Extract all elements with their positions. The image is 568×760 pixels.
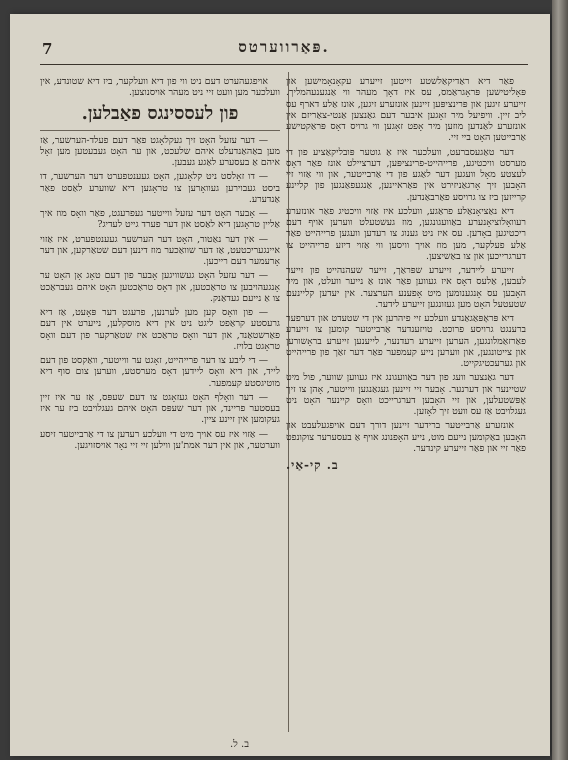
article-title: פון לעססינגס פאַבלען. <box>40 102 280 131</box>
paragraph: דער גאַנצער וועג פון דער באַוועגונג איז געווען שווער, פול מיט שטיינער און דערנער. אָבער זיי זיינען געגאַנגען ווייטער, אָהן צו זיך אָפּשטעלען, און זיי האָבען דערגרייכט וואָס קיינער האָט ניט געגלויבט אַז עס וועט זיך לאָזען. <box>286 372 526 417</box>
page-header <box>40 38 528 65</box>
paragraph: — דו זאָלסט ניט קלאָגען, האָט געענטפערט דער הערשער, דו ביסט געבוירען געוואָרען צו טראָגען דיא שווערע לאַסט פאַר אַנדערע. <box>40 171 280 205</box>
running-title: פּאַרווערטס. <box>238 38 330 56</box>
paragraph: — אָבער האָט דער עזעל ווייטער געפרעגט, פאַר וואָס מוז איך אַליין טראָגען דיא לאַסט און דער פערד גייט לעדיג? <box>40 208 280 231</box>
left-column <box>40 76 280 734</box>
paragraph: אונזערע אַרבייטער ברידער זיינען דורך דעם אויפגעלעבט און האָבען באַקומען נייעם מוט, נייע האָפנונג אויף אַ בעסערער צוקונפט פאַר זיי און פאַר זייערע קינדער. <box>286 420 526 454</box>
paragraph: דער טאַגעסברעט, וועלכער איז אַ גוטער פּובליקאַציע פון די מערסט וויכטיגע, פרייהייט-פרינציפּען, דערציילט אונז פאַר דאָס לעצטע מאָל וועגען דער לאַגע פון די אַרבייטער, און ווי אַזוי זיי האָבען זיך אָרגאַניזירט אין פאַראיינען, אַנגעפאַנגען פון קליינע קרייזען ביז צו גרויסע פאַרבאַנדען. <box>286 146 526 203</box>
right-column <box>286 76 526 734</box>
newspaper-page <box>10 14 550 756</box>
footer-mark: ב. ל. <box>230 739 250 750</box>
paragraph: — די ליבע צו דער פרייהייט, זאָגט ער ווייטער, וואַקסט פון דעם לייד, און דיא וואָס ליידען דאָס מערסטע, ווערען צום סוף דיא מוטיגסטע קעמפער. <box>40 355 280 389</box>
paragraph: זייערע ליידער, זייערע שפּראַך, זייער שעהנהייט פון זייער לעבען, אַלעס דאָס איז געווען פאַר אונז אַ נייער וועלט, און מיר האָבען עס אָנגענומען מיט אָפענע הערצער. אין יעדען קליינעם שטעטעל האָט מען געזונגען זייערע לידער. <box>286 265 526 310</box>
paragraph: — פון וואָס קען מען לערנען, פרעגט דער פּאָעט, אַז דיא גרעסטע קראַפט ליגט ניט אין דיא מוסקלען, נייערט אין דעם פאַרשטאַנד, און דער וואָס טראַכט איז שטאַרקער פון דעם וואָס טראָגט בלויז. <box>40 307 280 352</box>
page-number: 7 <box>42 40 53 58</box>
paragraph: — דער וואָלף האָט געזאָגט צו דעם שעפּס, אַז ער איז זיין בעסטער פריינד, און דער שעפּס האָט איהם געגלויבט ביז ער איז געקומען אין זיינע ציין. <box>40 391 280 426</box>
paragraph: אויפגעהערט דעם ניט ווי פון דיא וועלקער, ביז דיא שטונדע, אין וועלכער מען וועט זיי ניט מעהר אויסנוצען. <box>40 76 280 99</box>
paragraph: — דער עזעל האָט געשוויגען אָבער פון דעם טאָג אָן האָט ער אָנגעהויבען צו טראַכטען, און דאָס טראַכטען האָט איהם געבראַכט צו אַ נייעם געדאַנק. <box>40 270 280 304</box>
author-signature: ב. קי-אַי. <box>286 458 339 472</box>
paragraph: — דער עזעל האָט זיך געקלאָגט פאַר דעם פעלד-הערשער, אַז מען באַהאַנדעלט איהם שלעכט, און ער האָט געבעטען מען זאָל איהם אַ בעסערע לאַגע געבען. <box>40 134 280 168</box>
paragraph: דיא נאַציאָנאַלע פראַגע, וועלכע איז אַזוי וויכטיג פאַר אונזערע רעוואָלוציאָנערע באַוועגונגען, מוז געשטעלט ווערען אויף דעם ריכטיגען באָדען. עס איז ניט גענוג צו רעדען וועגען פרייהייט פאַר אַלע פעלקער, מען מוז אויך וויסען ווי אַזוי דיזע פרייהייט צו דערגרייכען און צו באַשיצען. <box>286 205 526 262</box>
paragraph: — אַזוי איז עס אויך מיט די וועלכע רעדען צו די אַרבייטער זיסע ווערטער, און אין דער אמת'ען ווילען זיי זיי נאָר אויסזויגען. <box>40 428 280 451</box>
paragraph: — אין דער נאַטור, האָט דער הערשער געענטפערט, איז אַזוי איינגעריכטעט, אַז דער שוואַכער מוז דינען דעם שטאַרקען, און דער אָרעמער דעם רייכען. <box>40 233 280 267</box>
paragraph: פאַר דיא ראַדיקאַלשטע זייטען זייערע עקאָנאָמישען און פּאָליטישען פּראָגראַמס, עס איז דאָך מעהר ווי אַנגענעהמליך. זייערע זיגען און פּרינציפּען זיינען אונזערע זיגען, אונז אַלע דארף עס ליב זיין. וויפיעל מיר זאָגען איבער דעם גאַנצען אַנטי-צאַריזם אין אונזערע לאַנדען מוזען מיר אָפט זאָגען ווי גרויס דאָס פּראַקטישע אַרבייטען האָט ביי זיי. <box>286 76 526 144</box>
page-binding-edge <box>552 0 568 760</box>
paragraph: דיא פּראָפּאַגאַנדע וועלכע זיי פיהרען אין די שטעדט און דערפער ברענגט גרויסע פרוכט. טויזענדער אַרבייטער קומען צו זייערע פאַרזאַמלונגען, הערען זייערע רעדנער, לייענען זייערע בראָשורען און צייטונגען, און ווערען נייע קעמפער פאַר דער זאַך פון פרייהייט און גערעכטיגקייט. <box>286 313 526 369</box>
